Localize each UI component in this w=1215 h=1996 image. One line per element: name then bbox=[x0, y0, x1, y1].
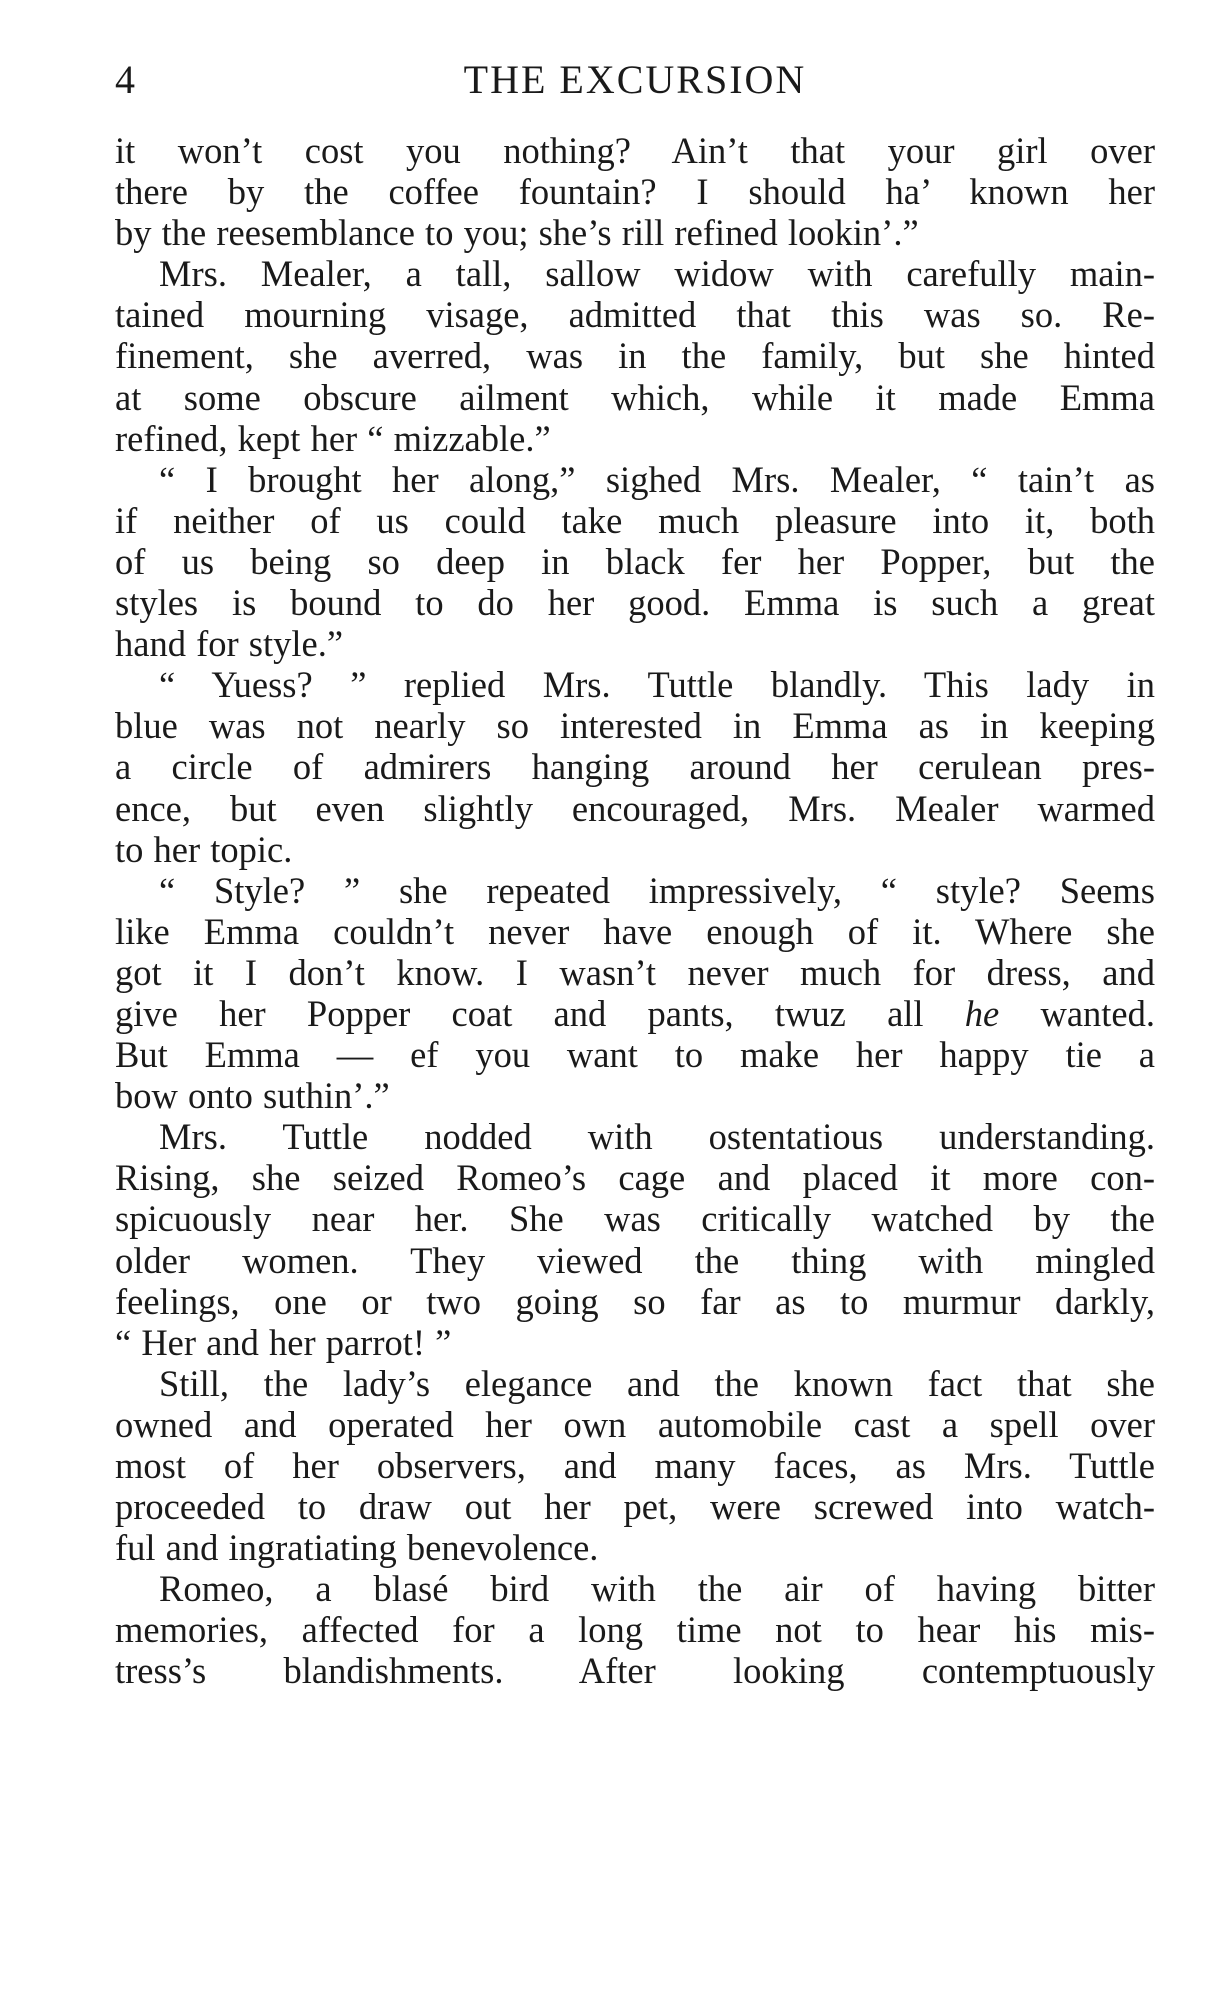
text-line: ence, but even slightly encouraged, Mrs. Mealer warmed bbox=[115, 787, 1155, 829]
text-line: Still, the lady’s elegance and the known fact that she bbox=[159, 1362, 1155, 1404]
text-line: give her Popper coat and pants, twuz all he wanted. bbox=[115, 992, 1155, 1034]
text-line: if neither of us could take much pleasure into it, both bbox=[115, 499, 1155, 541]
text-line: at some obscure ailment which, while it made Emma bbox=[115, 376, 1155, 418]
text-line: proceeded to draw out her pet, were screwed into watch- bbox=[115, 1486, 1155, 1528]
text-line: there by the coffee fountain? I should ha’ known her bbox=[115, 171, 1155, 213]
text-line: by the reesemblance to you; she’s rill refined lookin’.” bbox=[115, 212, 919, 254]
text-line: “ Yuess? ” replied Mrs. Tuttle blandly. This lady in bbox=[159, 664, 1155, 706]
text-line: “ Her and her parrot! ” bbox=[115, 1321, 452, 1363]
text-line: bow onto suthin’.” bbox=[115, 1075, 390, 1117]
text-line: refined, kept her “ mizzable.” bbox=[115, 417, 551, 459]
text-line: it won’t cost you nothing? Ain’t that your girl over bbox=[115, 130, 1155, 171]
running-title: THE EXCURSION bbox=[463, 57, 807, 102]
text-line: ful and ingratiating benevolence. bbox=[115, 1527, 599, 1569]
text-line: styles is bound to do her good. Emma is such a great bbox=[115, 582, 1155, 624]
text-line: hand for style.” bbox=[115, 623, 344, 665]
italic-word: he bbox=[964, 992, 1000, 1034]
body-text bbox=[115, 130, 1155, 1692]
text-line: to her topic. bbox=[115, 828, 293, 870]
text-line: a circle of admirers hanging around her cerulean pres- bbox=[115, 746, 1155, 788]
text-line: like Emma couldn’t never have enough of it. Where she bbox=[115, 910, 1155, 952]
text-line: memories, affected for a long time not to hear his mis- bbox=[115, 1609, 1155, 1651]
text-line: tained mourning visage, admitted that this was so. Re- bbox=[115, 294, 1155, 336]
page-number: 4 bbox=[115, 57, 135, 102]
text-line: of us being so deep in black fer her Popper, but the bbox=[115, 540, 1155, 582]
text-line: Mrs. Mealer, a tall, sallow widow with carefully main- bbox=[159, 253, 1155, 295]
text-line: But Emma — ef you want to make her happy tie a bbox=[115, 1034, 1155, 1076]
text-line: feelings, one or two going so far as to murmur darkly, bbox=[115, 1280, 1155, 1322]
text-line: spicuously near her. She was critically watched by the bbox=[115, 1198, 1155, 1240]
page-header bbox=[115, 52, 1155, 108]
text-line: Romeo, a blasé bird with the air of having bitter bbox=[159, 1568, 1155, 1610]
text-line: got it I don’t know. I wasn’t never much for dress, and bbox=[115, 951, 1155, 993]
text-line: “ Style? ” she repeated impressively, “ style? Seems bbox=[159, 869, 1155, 911]
text-line: owned and operated her own automobile cast a spell over bbox=[115, 1403, 1155, 1445]
text-line: older women. They viewed the thing with mingled bbox=[115, 1239, 1155, 1281]
text-line: Mrs. Tuttle nodded with ostentatious understanding. bbox=[159, 1116, 1155, 1158]
text-line: finement, she averred, was in the family, but she hinted bbox=[115, 335, 1155, 377]
text-line: Rising, she seized Romeo’s cage and placed it more con- bbox=[115, 1157, 1155, 1199]
text-line: most of her observers, and many faces, as Mrs. Tuttle bbox=[115, 1445, 1155, 1486]
text-line: tress’s blandishments. After looking contemptuously bbox=[115, 1650, 1155, 1692]
text-line: blue was not nearly so interested in Emma as in keeping bbox=[115, 705, 1155, 747]
text-line: “ I brought her along,” sighed Mrs. Mealer, “ tain’t as bbox=[159, 458, 1155, 500]
